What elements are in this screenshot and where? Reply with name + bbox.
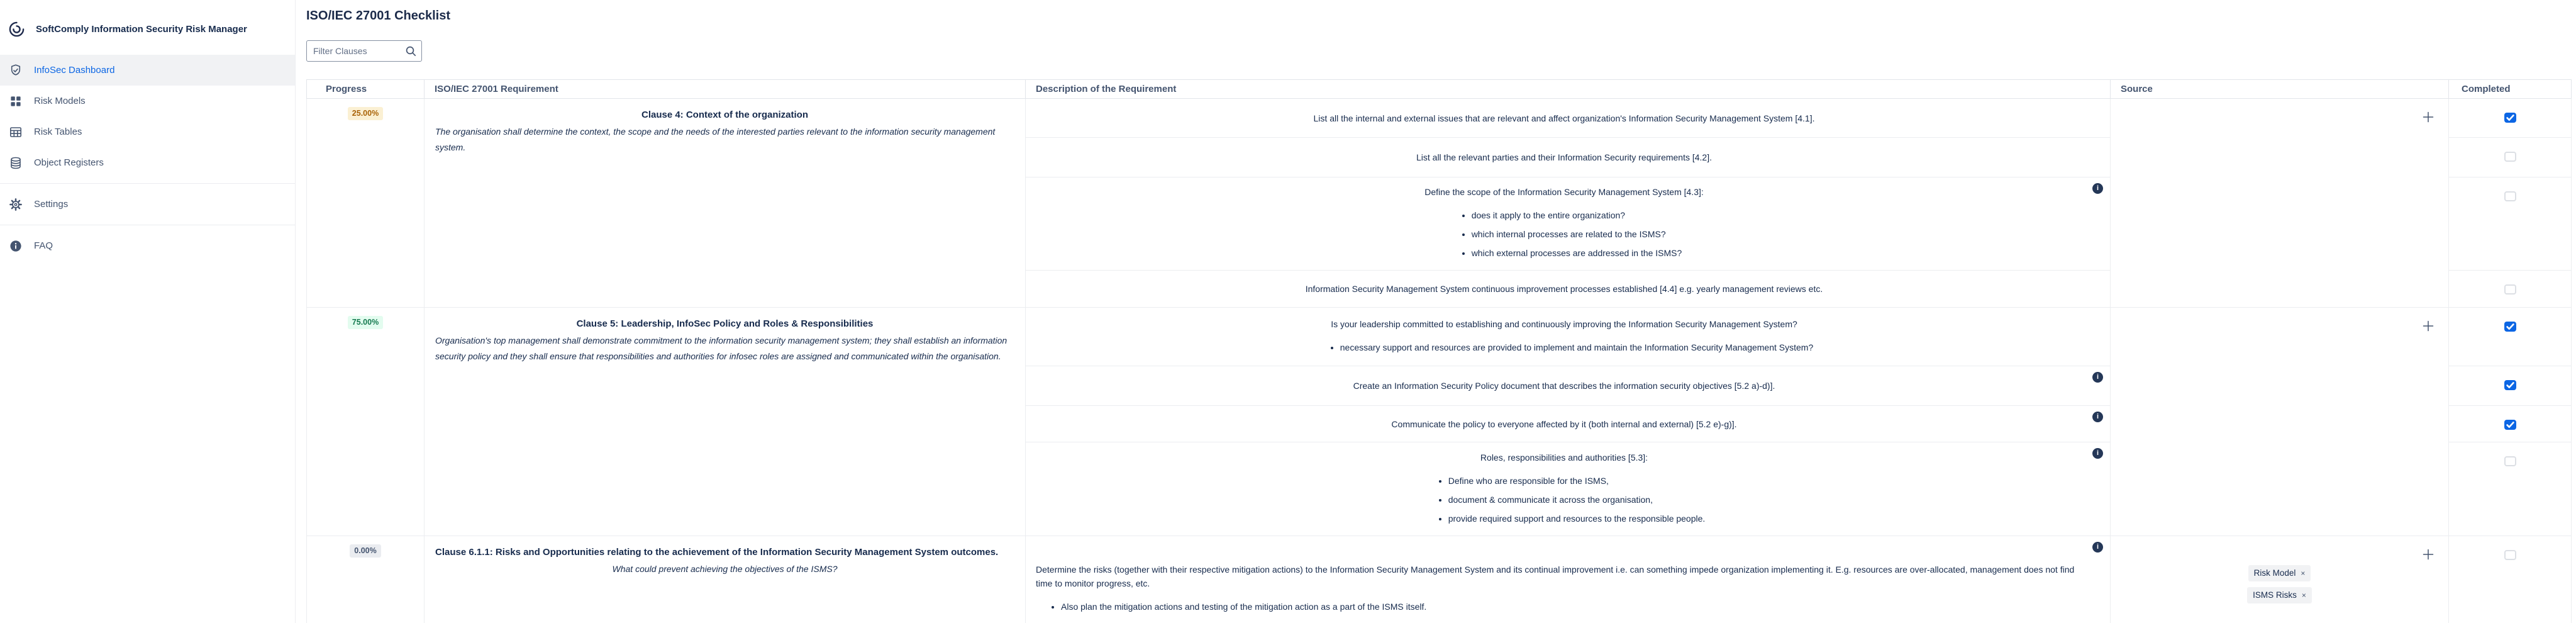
description-text: Roles, responsibilities and authorities [5.3]: <box>1480 452 1648 463</box>
sidebar <box>0 0 296 623</box>
table-row <box>307 536 2572 623</box>
source-tag-label: ISMS Risks <box>2253 590 2297 600</box>
remove-tag-icon[interactable]: × <box>2301 591 2306 600</box>
requirement-summary: What could prevent achieving the objectives of the ISMS? <box>612 564 838 574</box>
plus-icon <box>2421 547 2435 561</box>
progress-cell <box>307 99 425 308</box>
checklist-table <box>306 79 2572 623</box>
filter-clauses-input[interactable] <box>306 40 422 62</box>
softcomply-logo-icon <box>8 21 25 38</box>
description-text: Determine the risks (together with their respective mitigation actions) to the Information Security Management System and its continual improvement i.e. can something impede organization implementing it. E.g. resources are over-allocated, management does not find time to monitor progress, etc. <box>1036 564 2075 588</box>
bullet-item: • necessary support and resources are provided to implement and maintain the Information Security Management System? <box>1340 338 1814 357</box>
sidebar-item-label: FAQ <box>34 240 53 251</box>
completed-cell <box>2449 406 2572 442</box>
description-text: Information Security Management System continuous improvement processes established [4.4] e.g. yearly management reviews etc. <box>1305 284 1823 294</box>
progress-cell <box>307 308 425 536</box>
column-header-completed: Completed <box>2449 80 2572 99</box>
brand-label: SoftComply Information Security Risk Manager <box>36 24 247 35</box>
description-bullets <box>1315 338 1814 357</box>
info-icon[interactable]: i <box>2092 448 2103 459</box>
progress-badge: 0.00% <box>350 544 380 558</box>
add-source-button[interactable] <box>2421 547 2436 562</box>
info-circle-icon <box>9 239 23 253</box>
completed-checkbox[interactable] <box>2504 113 2516 123</box>
sidebar-item-label: Object Registers <box>34 157 104 168</box>
brand <box>0 0 295 55</box>
database-icon <box>9 156 23 170</box>
sidebar-divider <box>0 183 295 184</box>
description-text: Define the scope of the Information Security Management System [4.3]: <box>1424 187 1704 197</box>
main-content <box>296 0 2576 623</box>
completed-cell <box>2449 366 2572 406</box>
description-text: List all the relevant parties and their Information Security requirements [4.2]. <box>1416 152 1712 162</box>
progress-badge: 75.00% <box>348 316 383 329</box>
sidebar-item-risk-tables[interactable] <box>0 116 295 147</box>
requirement-title: Clause 6.1.1: Risks and Opportunities relating to the achievement of the Information Security Management System outcomes. <box>435 547 999 558</box>
description-cell <box>1026 308 2111 366</box>
plus-icon <box>2421 319 2435 333</box>
completed-checkbox[interactable] <box>2504 550 2516 560</box>
description-text: Communicate the policy to everyone affected by it (both internal and external) [5.2 e)-g)]. <box>1391 418 1737 429</box>
column-header-progress: Progress <box>307 80 425 99</box>
source-tags <box>2111 565 2448 603</box>
description-cell <box>1026 271 2111 308</box>
column-header-description: Description of the Requirement <box>1026 80 2111 99</box>
column-header-source: Source <box>2111 80 2449 99</box>
description-text: Is your leadership committed to establishing and continuously improving the Information Security Management System? <box>1331 318 1797 329</box>
completed-cell <box>2449 177 2572 271</box>
remove-tag-icon[interactable]: × <box>2301 569 2306 578</box>
add-source-button[interactable] <box>2421 318 2436 334</box>
info-icon[interactable]: i <box>2092 412 2103 422</box>
completed-checkbox[interactable] <box>2504 191 2516 201</box>
sidebar-item-object-registers[interactable] <box>0 147 295 178</box>
description-cell <box>1026 99 2111 138</box>
sidebar-item-infosec-dashboard[interactable] <box>0 55 295 86</box>
sidebar-item-label: Risk Tables <box>34 126 82 137</box>
source-tag <box>2247 587 2312 603</box>
description-bullets <box>1036 597 2092 616</box>
sidebar-item-label: Risk Models <box>34 96 86 106</box>
sidebar-item-label: Settings <box>34 199 69 210</box>
completed-checkbox[interactable] <box>2504 152 2516 162</box>
requirement-cell <box>425 308 1026 536</box>
description-cell <box>1026 366 2111 406</box>
sidebar-item-label: InfoSec Dashboard <box>34 65 115 76</box>
completed-checkbox[interactable] <box>2504 380 2516 390</box>
table-row <box>307 308 2572 366</box>
requirement-cell <box>425 536 1026 623</box>
description-text: List all the internal and external issues that are relevant and affect organization's Information Security Management System [4.1]. <box>1313 113 1815 123</box>
info-icon[interactable]: i <box>2092 542 2103 553</box>
description-cell <box>1026 406 2111 442</box>
source-cell <box>2111 99 2449 308</box>
sidebar-item-risk-models[interactable] <box>0 86 295 116</box>
description-cell <box>1026 536 2111 623</box>
bullet-item: • Define who are responsible for the ISMS, <box>1448 471 1706 490</box>
bullet-item: • does it apply to the entire organization? <box>1472 206 1682 225</box>
source-cell <box>2111 536 2449 623</box>
completed-cell <box>2449 138 2572 177</box>
description-cell <box>1026 442 2111 536</box>
description-cell <box>1026 138 2111 177</box>
info-icon[interactable]: i <box>2092 183 2103 194</box>
source-tag <box>2248 565 2311 581</box>
add-source-button[interactable] <box>2421 109 2436 125</box>
requirement-summary: Organisation's top management shall demonstrate commitment to the information security management system; they shall establish an information security policy and they shall ensure that responsibilities and authorities for infosec roles are assigned and communicated within the organisation. <box>435 335 1008 361</box>
progress-cell <box>307 536 425 623</box>
gear-icon <box>9 198 23 211</box>
column-header-requirement: ISO/IEC 27001 Requirement <box>425 80 1026 99</box>
completed-cell <box>2449 536 2572 623</box>
requirement-title: Clause 4: Context of the organization <box>641 109 809 120</box>
description-bullets <box>1423 471 1706 528</box>
filter-box <box>306 40 422 62</box>
bullet-item: • provide required support and resources to the responsible people. <box>1448 509 1706 528</box>
requirement-summary: The organisation shall determine the context, the scope and the needs of the interested parties relevant to the information security management system. <box>435 126 996 152</box>
description-bullets <box>1446 206 1682 262</box>
bullet-item: • which external processes are addressed in the ISMS? <box>1472 244 1682 262</box>
completed-cell <box>2449 271 2572 308</box>
bullet-item: • Also plan the mitigation actions and testing of the mitigation action as a part of the ISMS itself. <box>1061 597 2092 616</box>
source-cell <box>2111 308 2449 536</box>
bullet-item: • document & communicate it across the organisation, <box>1448 490 1706 509</box>
plus-icon <box>2421 110 2435 124</box>
sidebar-nav <box>0 55 295 261</box>
description-text: Create an Information Security Policy document that describes the information security objectives [5.2 a)-d)]. <box>1353 381 1775 391</box>
table-icon <box>9 125 23 139</box>
page-title: ISO/IEC 27001 Checklist <box>306 9 451 23</box>
requirement-title: Clause 5: Leadership, InfoSec Policy and Roles & Responsibilities <box>576 318 874 329</box>
sidebar-item-faq[interactable] <box>0 230 295 261</box>
completed-checkbox[interactable] <box>2504 420 2516 430</box>
completed-checkbox[interactable] <box>2504 322 2516 332</box>
completed-cell <box>2449 99 2572 138</box>
completed-checkbox[interactable] <box>2504 284 2516 295</box>
sidebar-item-settings[interactable] <box>0 189 295 220</box>
table-row <box>307 99 2572 138</box>
grid-icon <box>9 94 23 108</box>
progress-badge: 25.00% <box>348 107 383 120</box>
shield-check-icon <box>9 64 23 77</box>
completed-cell <box>2449 308 2572 366</box>
completed-cell <box>2449 442 2572 536</box>
requirement-cell <box>425 99 1026 308</box>
description-cell <box>1026 177 2111 271</box>
checklist-body <box>307 99 2572 623</box>
source-tag-label: Risk Model <box>2253 568 2296 578</box>
info-icon[interactable]: i <box>2092 372 2103 383</box>
bullet-item: • which internal processes are related to the ISMS? <box>1472 225 1682 244</box>
completed-checkbox[interactable] <box>2504 456 2516 466</box>
